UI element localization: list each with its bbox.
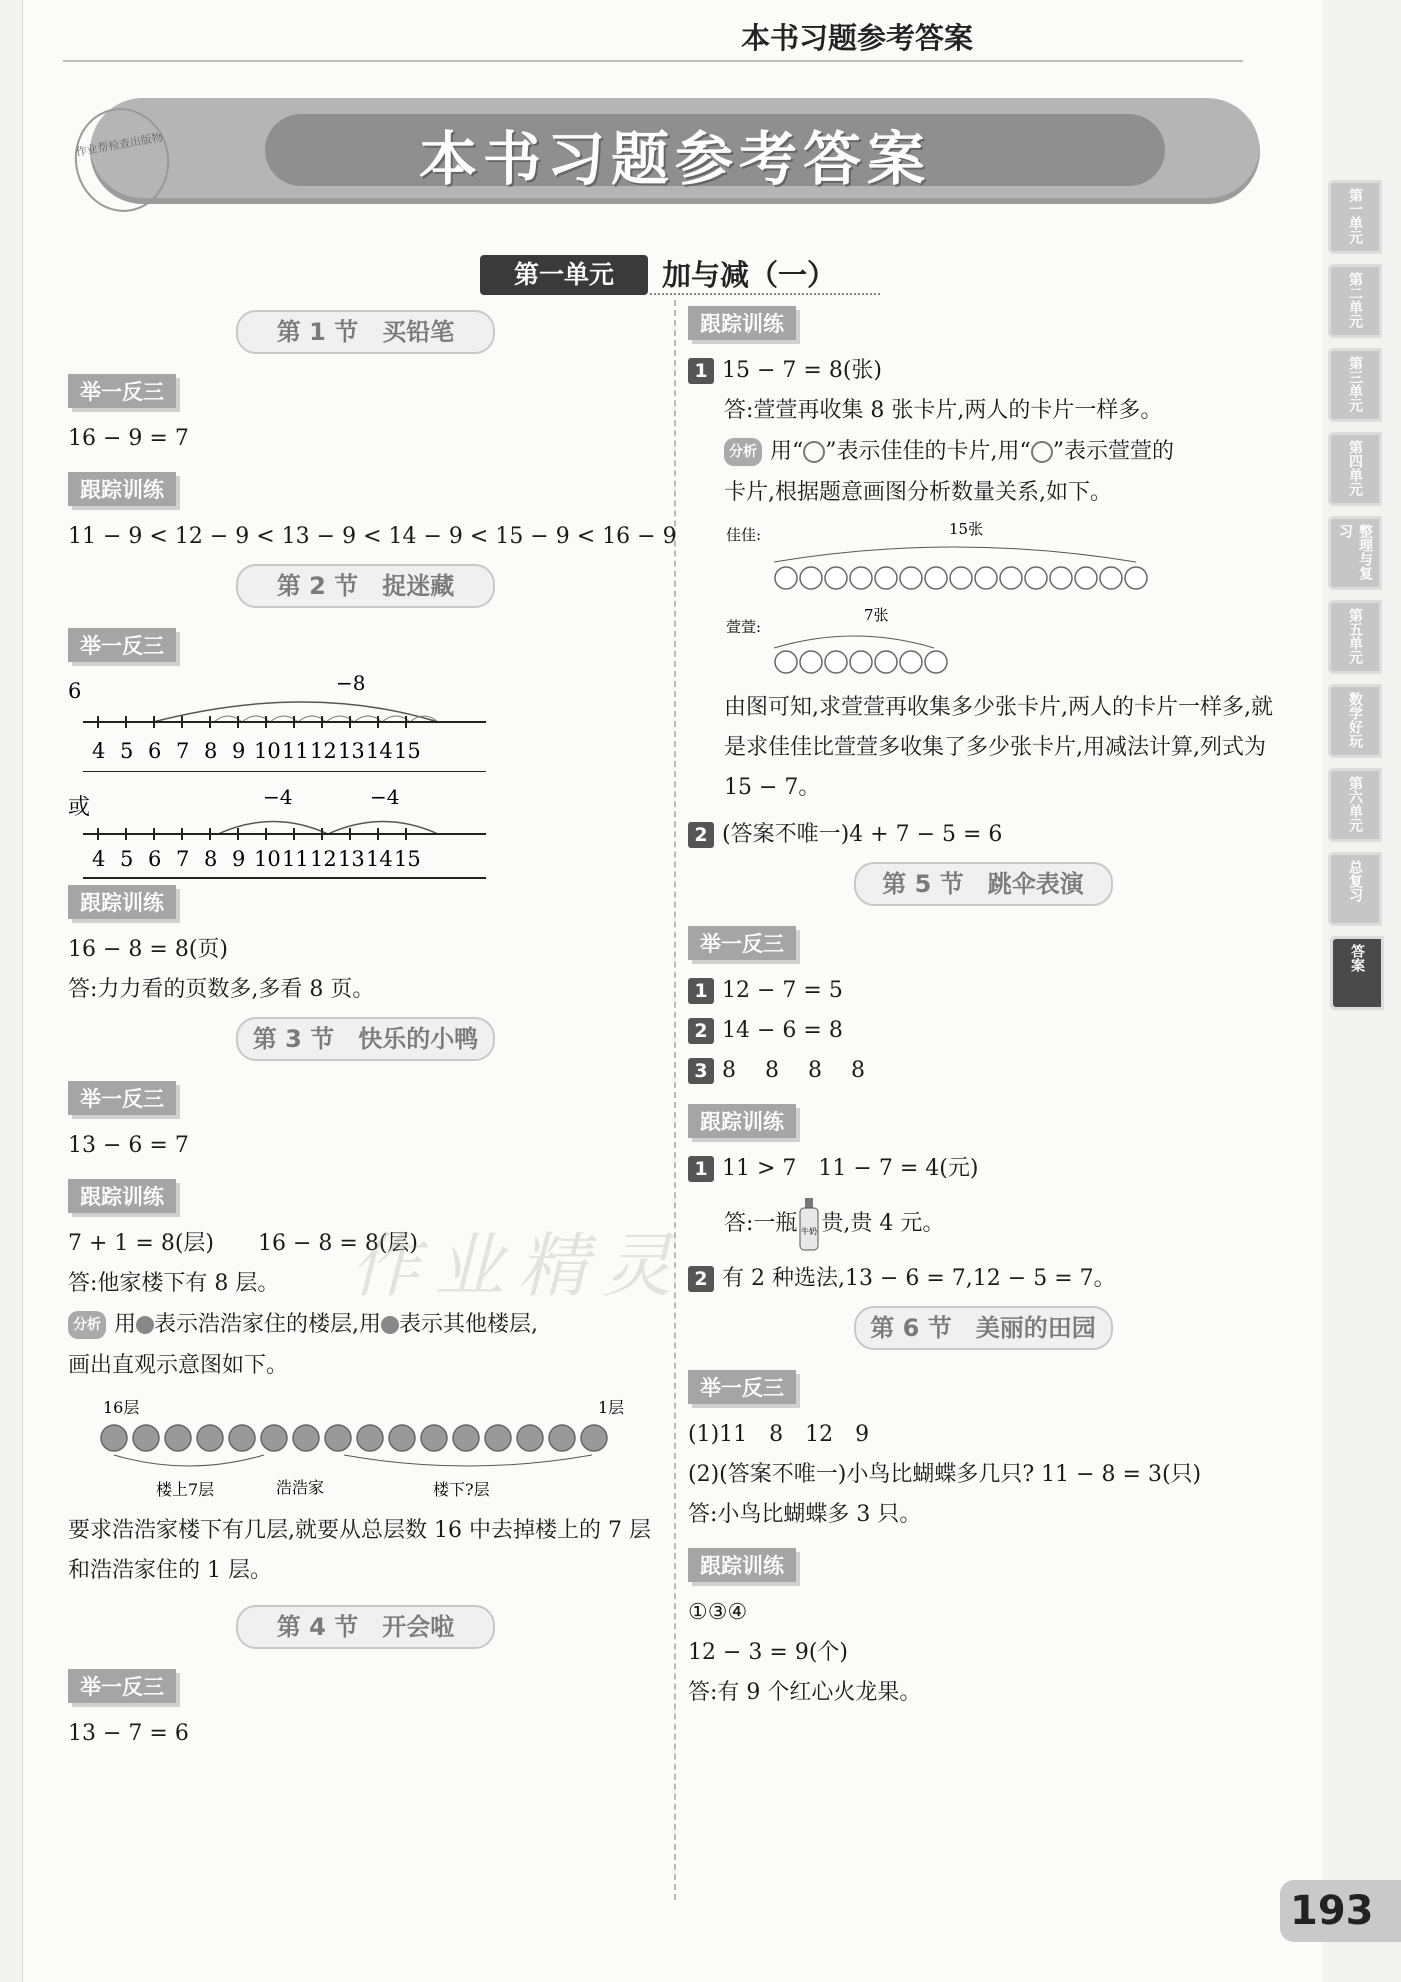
tick-label: 12	[310, 847, 337, 871]
tick-label: 6	[148, 739, 162, 763]
open-circle-icon	[803, 441, 825, 463]
number-line-1	[68, 672, 488, 772]
tracking-tag: 跟踪训练	[68, 885, 176, 919]
tick-label: 4	[92, 847, 106, 871]
tick-group	[92, 716, 421, 763]
running-header: 本书习题参考答案	[740, 21, 973, 55]
floor-dot	[581, 1425, 607, 1451]
tick-label: 11	[282, 739, 309, 763]
card-circle	[1100, 567, 1122, 589]
page-number: 193	[1280, 1880, 1401, 1942]
card-circle	[975, 567, 997, 589]
tick-label: 5	[120, 847, 134, 871]
section-heading-4: 第 4 节 开会啦	[236, 1605, 495, 1649]
brace	[774, 636, 934, 648]
tracking-tag: 跟踪训练	[688, 1548, 796, 1582]
milk-bottle-icon	[797, 1196, 821, 1252]
diagram-label: 浩浩家	[276, 1478, 325, 1497]
chapter-tab-label: 第六单元	[1347, 776, 1363, 832]
tick-label: 9	[232, 739, 246, 763]
jump-label: −8	[336, 672, 366, 695]
answer-text: 贵,贵 4 元。	[821, 1211, 945, 1236]
tick-label: 7	[176, 847, 190, 871]
answer-line: 13 − 7 = 6	[68, 1721, 189, 1746]
answer-line: 答:他家楼下有 8 层。	[68, 1271, 280, 1296]
answer-line: (2)(答案不唯一)小鸟比蝴蝶多几只? 11 − 8 = 3(只)	[688, 1462, 1202, 1487]
or-text: 或	[68, 795, 91, 820]
tick-label: 14	[366, 739, 393, 763]
answer-line	[688, 1156, 1278, 1182]
chapter-tab-label: 整理与复习	[1337, 524, 1373, 580]
chapter-tab-label: 第二单元	[1347, 272, 1363, 328]
practice-tag: 举一反三	[68, 1669, 176, 1703]
answer-text: 8 8 8 8	[722, 1058, 865, 1083]
diagram-label: 佳佳:	[726, 526, 762, 544]
floor-dot	[357, 1425, 383, 1451]
answer-line: 16 − 8 = 8(页)	[68, 937, 228, 962]
card-circle	[1075, 567, 1097, 589]
number-line-2	[68, 784, 488, 879]
tick-label: 8	[204, 739, 218, 763]
card-circle	[900, 651, 922, 673]
floor-dot	[229, 1425, 255, 1451]
answer-number: 6	[68, 679, 82, 703]
tracking-tag: 跟踪训练	[688, 306, 796, 340]
jump-arc	[218, 822, 328, 835]
floor-dot	[325, 1425, 351, 1451]
practice-tag: 举一反三	[68, 628, 176, 662]
diagram-label: 楼下?层	[433, 1480, 490, 1499]
answer-line: 16 − 9 = 7	[68, 426, 189, 451]
section-heading-2: 第 2 节 捉迷藏	[236, 564, 495, 608]
answer-line	[688, 1196, 1278, 1252]
tick-label: 13	[338, 847, 365, 871]
jump-label: −4	[370, 785, 400, 809]
diagram-label: 15张	[949, 520, 984, 538]
unit-badge: 第一单元	[480, 255, 648, 295]
tracking-tag: 跟踪训练	[68, 472, 176, 506]
analysis-badge: 分析	[68, 1311, 106, 1339]
chapter-tab[interactable]	[1330, 936, 1384, 1010]
left-column	[68, 300, 677, 1761]
answer-text: 15 − 7 = 8(张)	[722, 358, 882, 383]
chapter-tab[interactable]	[1328, 264, 1382, 338]
floor-dot	[165, 1425, 191, 1451]
card-circle	[800, 567, 822, 589]
answer-line: 13 − 6 = 7	[68, 1133, 189, 1158]
chapter-tab[interactable]	[1328, 432, 1382, 506]
unit-underline	[650, 293, 880, 295]
watermark: 作业精灵	[350, 1225, 686, 1307]
analysis-badge: 分析	[724, 438, 762, 466]
filled-circle-icon	[136, 1316, 154, 1334]
analysis-line: 卡片,根据题意画图分析数量关系,如下。	[724, 480, 1112, 505]
brace	[774, 547, 1136, 562]
tick-label: 5	[120, 739, 134, 763]
card-diagram	[724, 520, 1244, 680]
answer-line: 11 − 9 < 12 − 9 < 13 − 9 < 14 − 9 < 15 − 9 < 16 − 9	[68, 524, 677, 549]
chapter-tab-label: 数学好玩	[1347, 692, 1363, 748]
tick-label: 8	[204, 847, 218, 871]
tick-label: 15	[394, 847, 421, 871]
tick-label: 10	[254, 739, 281, 763]
answer-line: 答:小鸟比蝴蝶多 3 只。	[688, 1502, 922, 1527]
header-rule	[63, 60, 1243, 62]
analysis-line	[68, 1311, 663, 1339]
analysis-line	[688, 438, 1278, 466]
page-title: 本书习题参考答案	[418, 125, 931, 193]
jump-arc	[153, 702, 438, 722]
answer-line	[688, 978, 1278, 1004]
card-circle	[850, 567, 872, 589]
card-circle	[1050, 567, 1072, 589]
card-circle	[850, 651, 872, 673]
answer-text: (答案不唯一)4 + 7 − 5 = 6	[722, 822, 1003, 847]
question-number: 2	[688, 1018, 714, 1044]
card-circle	[1000, 567, 1022, 589]
answer-line	[688, 358, 1278, 384]
answer-text: 11 > 7 11 − 7 = 4(元)	[722, 1156, 979, 1181]
section-heading-5: 第 5 节 跳伞表演	[854, 862, 1113, 906]
floor-dot	[197, 1425, 223, 1451]
tracking-tag: 跟踪训练	[688, 1104, 796, 1138]
analysis-text: ”表示萱萱的	[1052, 439, 1174, 464]
tick-label: 14	[366, 847, 393, 871]
card-circle	[925, 651, 947, 673]
chapter-tab[interactable]	[1328, 516, 1382, 590]
tick-label: 12	[310, 739, 337, 763]
floor-dot	[421, 1425, 447, 1451]
chapter-tab-label: 第三单元	[1347, 356, 1363, 412]
card-circle	[875, 567, 897, 589]
chapter-tab[interactable]	[1328, 348, 1382, 422]
tick-label: 7	[176, 739, 190, 763]
question-number: 3	[688, 1058, 714, 1084]
brace	[114, 1455, 264, 1466]
answer-text: 14 − 6 = 8	[722, 1018, 843, 1043]
card-circle	[1125, 567, 1147, 589]
floor-dot	[101, 1425, 127, 1451]
diagram-label: 7张	[864, 606, 889, 624]
chapter-tab-label: 总复习	[1347, 860, 1363, 902]
card-circle	[825, 651, 847, 673]
chapter-tab-label: 答案	[1349, 944, 1365, 972]
analysis-text: 用“	[770, 439, 804, 464]
answer-line	[688, 1266, 1278, 1292]
chapter-tab[interactable]	[1328, 180, 1382, 254]
diagram-label: 1层	[598, 1398, 625, 1417]
analysis-line: 画出直观示意图如下。	[68, 1353, 289, 1378]
diagram-label: 萱萱:	[726, 618, 762, 636]
card-circle	[925, 567, 947, 589]
floor-dot	[549, 1425, 575, 1451]
tick-label: 6	[148, 847, 162, 871]
answer-line: ①③④	[688, 1600, 748, 1625]
section-heading-3: 第 3 节 快乐的小鸭	[236, 1017, 495, 1061]
card-circle	[950, 567, 972, 589]
right-column	[688, 300, 1278, 1720]
unit-heading	[480, 255, 880, 295]
question-number: 1	[688, 1156, 714, 1182]
tick-label: 9	[232, 847, 246, 871]
answer-line: 7 + 1 = 8(层) 16 − 8 = 8(层)	[68, 1231, 418, 1256]
diagram-label: 16层	[103, 1398, 140, 1417]
card-circle	[800, 651, 822, 673]
answer-line: 答:有 9 个红心火龙果。	[688, 1680, 922, 1705]
practice-tag: 举一反三	[688, 926, 796, 960]
tick-label: 4	[92, 739, 106, 763]
brace	[344, 1455, 592, 1466]
bottle-label: 牛奶	[801, 1227, 818, 1236]
answer-line	[688, 1018, 1278, 1044]
chapter-tab-label: 第四单元	[1347, 440, 1363, 496]
floor-dot	[293, 1425, 319, 1451]
chapter-tab-label: 第一单元	[1347, 188, 1363, 244]
tick-label: 13	[338, 739, 365, 763]
answer-text: 有 2 种选法,13 − 6 = 7,12 − 5 = 7。	[722, 1266, 1116, 1291]
answer-line	[688, 822, 1278, 848]
question-number: 1	[688, 978, 714, 1004]
chapter-tab[interactable]	[1328, 768, 1382, 842]
chapter-tab[interactable]	[1328, 852, 1382, 926]
floor-diagram	[68, 1393, 628, 1503]
answer-line: 答:萱萱再收集 8 张卡片,两人的卡片一样多。	[724, 398, 1163, 423]
unit-title: 加与减（一）	[662, 258, 837, 292]
floor-dots	[101, 1425, 607, 1451]
answer-text: 12 − 7 = 5	[722, 978, 843, 1003]
card-circle	[900, 567, 922, 589]
chapter-tab-label: 第五单元	[1347, 608, 1363, 664]
analysis-text: ”表示佳佳的卡片,用“	[825, 439, 1031, 464]
floor-dot	[485, 1425, 511, 1451]
answer-line: 12 − 3 = 9(个)	[688, 1640, 848, 1665]
card-circle	[875, 651, 897, 673]
card-row-xuanxuan	[775, 651, 947, 673]
tracking-tag: 跟踪训练	[68, 1179, 176, 1213]
card-circle	[775, 651, 797, 673]
question-number: 2	[688, 822, 714, 848]
floor-dot	[133, 1425, 159, 1451]
analysis-text: 表示其他楼层,	[399, 1312, 539, 1337]
filled-circle-icon	[381, 1316, 399, 1334]
question-number: 2	[688, 1266, 714, 1292]
floor-dot	[389, 1425, 415, 1451]
diagram-label: 楼上7层	[156, 1480, 215, 1499]
section-heading-6: 第 6 节 美丽的田园	[854, 1306, 1113, 1350]
analysis-text: 表示浩浩家住的楼层,用	[154, 1312, 382, 1337]
practice-tag: 举一反三	[68, 1081, 176, 1115]
floor-dot	[261, 1425, 287, 1451]
answer-line	[688, 1058, 1278, 1084]
open-circle-icon	[1031, 441, 1053, 463]
tick-label: 11	[282, 847, 309, 871]
answer-text: 答:一瓶	[724, 1211, 798, 1236]
answer-line: 答:力力看的页数多,多看 8 页。	[68, 977, 375, 1002]
jump-label: −4	[263, 785, 293, 809]
stamp-text: 作业帮检查出版物	[74, 130, 164, 159]
chapter-tab[interactable]	[1328, 600, 1382, 674]
card-circle	[825, 567, 847, 589]
analysis-text: 用	[114, 1312, 137, 1337]
practice-tag: 举一反三	[688, 1370, 796, 1404]
practice-tag: 举一反三	[68, 374, 176, 408]
jump-arc	[328, 822, 438, 835]
answer-line: (1)11 8 12 9	[688, 1422, 870, 1447]
explanation-text: 由图可知,求萱萱再收集多少张卡片,两人的卡片一样多,就是求佳佳比萱萱多收集了多少张卡片,用减法计算,列式为 15 − 7。	[724, 695, 1273, 800]
tick-label: 10	[254, 847, 281, 871]
floor-dot	[517, 1425, 543, 1451]
question-number: 1	[688, 358, 714, 384]
floor-dot	[453, 1425, 479, 1451]
explanation-text: 要求浩浩家楼下有几层,就要从总层数 16 中去掉楼上的 7 层和浩浩家住的 1 层。	[68, 1518, 651, 1583]
tick-label: 15	[394, 739, 421, 763]
section-heading-1: 第 1 节 买铅笔	[236, 310, 495, 354]
card-row-jiajia	[775, 567, 1147, 589]
card-circle	[1025, 567, 1047, 589]
chapter-tab[interactable]	[1328, 684, 1382, 758]
card-circle	[775, 567, 797, 589]
